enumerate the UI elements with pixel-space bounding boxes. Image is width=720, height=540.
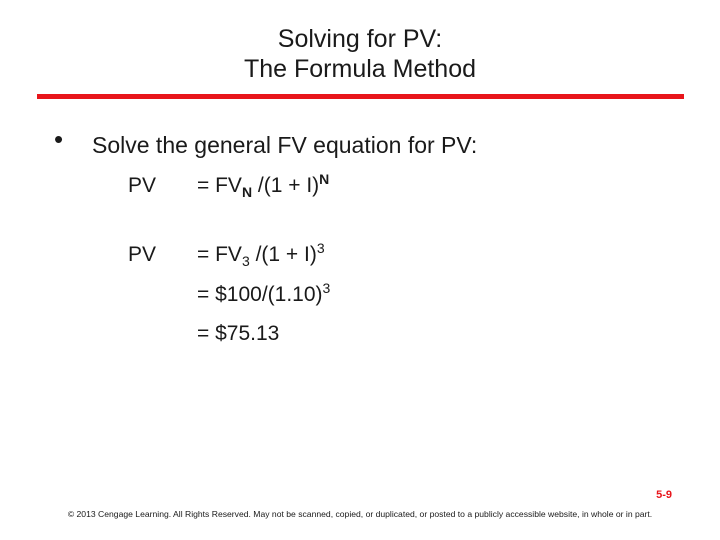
title-divider	[37, 94, 684, 99]
equation-1-part-1: = FV	[197, 174, 242, 197]
equation-1-label: PV	[128, 174, 157, 197]
equation-1-subscript: N	[241, 184, 253, 200]
equation-3	[197, 281, 330, 310]
equation-2-part-2: /(1 + I)	[249, 243, 317, 266]
slide-title-line-2: The Formula Method	[243, 55, 477, 83]
slide-title-line-1: Solving for PV:	[277, 25, 443, 53]
equation-2-subscript: 3	[241, 253, 250, 269]
equation-2-superscript: 3	[316, 240, 325, 256]
equation-1-superscript: N	[319, 171, 330, 187]
bullet-text: Solve the general FV equation for PV:	[92, 132, 478, 158]
copyright-footer: © 2013 Cengage Learning. All Rights Reserved. May not be scanned, copied, or duplicated, or posted to a publicly accessible website, in whole or in part.	[67, 509, 653, 519]
equation-1	[197, 172, 329, 201]
equation-3-part-1: = $100/(1.10)	[197, 283, 323, 306]
equation-3-superscript: 3	[322, 280, 331, 296]
bullet-icon: •	[54, 124, 64, 154]
equation-4: = $75.13	[197, 322, 280, 345]
page-number: 5-9	[656, 489, 672, 501]
equation-1-part-2: /(1 + I)	[252, 174, 320, 197]
equation-2-part-1: = FV	[197, 243, 242, 266]
equation-2-label: PV	[128, 243, 157, 266]
equation-2	[197, 241, 325, 270]
